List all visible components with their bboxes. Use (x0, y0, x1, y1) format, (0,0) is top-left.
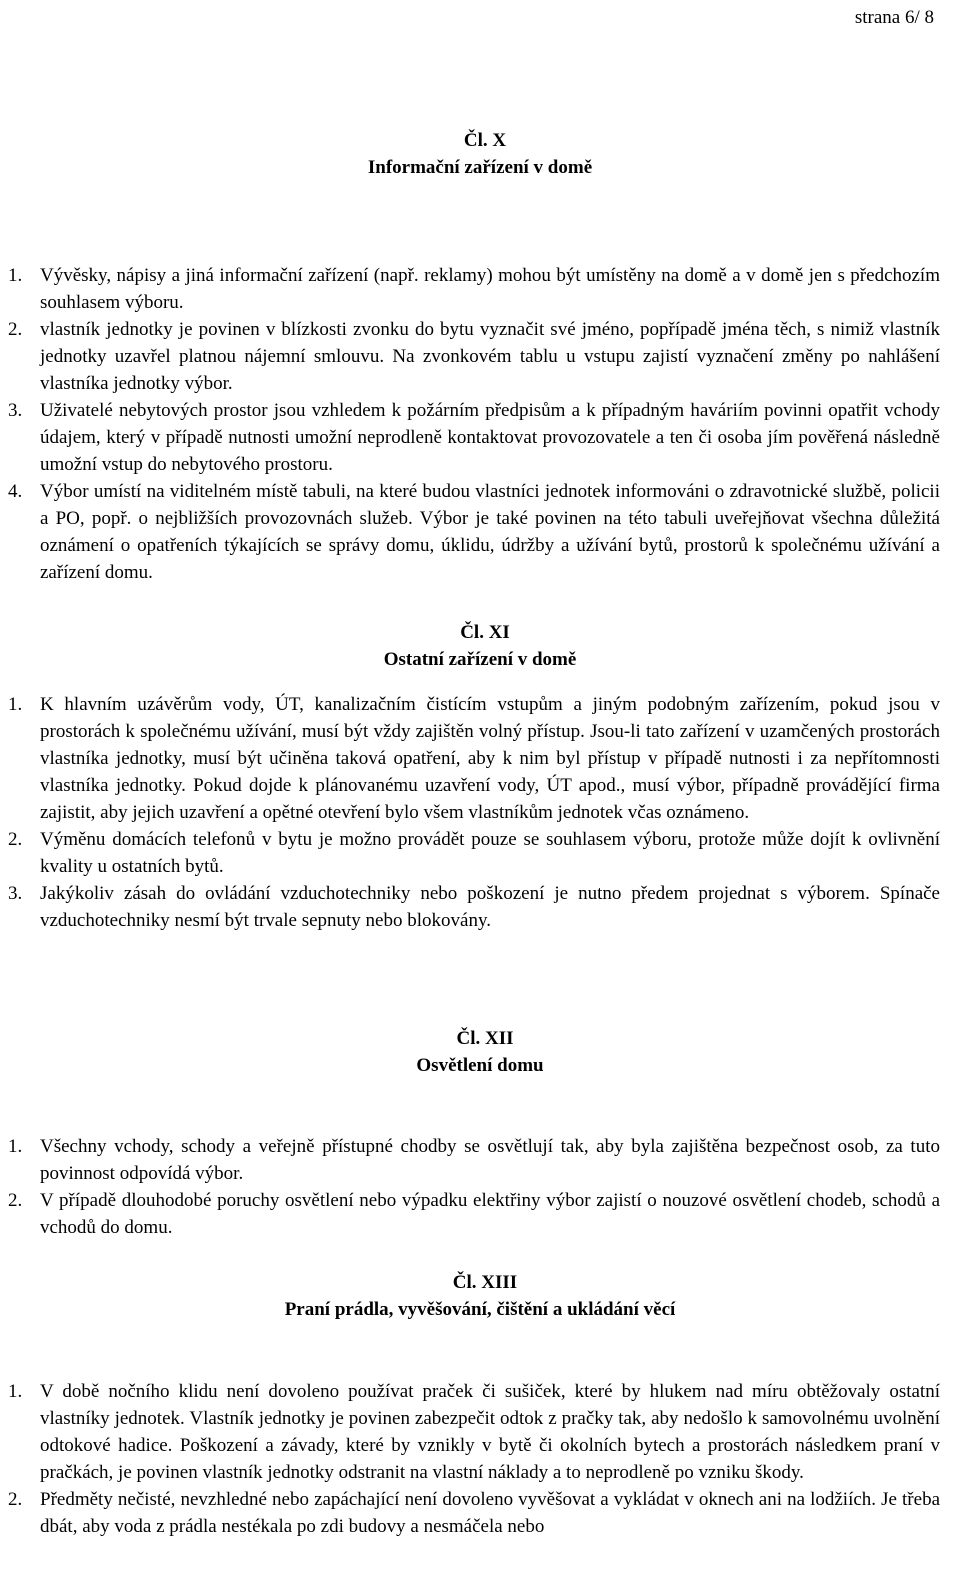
section-cl-xi (0, 619, 960, 934)
item-text: Vývěsky, nápisy a jiná informační zařízení (např. reklamy) mohou být umístěny na domě a v domě jen s předchozím souhlasem výboru. (40, 265, 940, 313)
section-number: Čl. XII (456, 1028, 514, 1049)
section-title: Ostatní zařízení v domě (383, 649, 577, 670)
list-item (8, 1187, 940, 1241)
page-number: strana 6/ 8 (854, 7, 934, 28)
item-number: 1. (8, 1136, 23, 1157)
item-text: Uživatelé nebytových prostor jsou vzhledem k požárním předpisům a k případným haváriím povinni opatřit vchody údajem, který v případě nutnosti umožní neprodleně kontaktovat provozovatele a ten či osoba jím pověřená následně umožní vstup do nebytového prostoru. (40, 400, 940, 475)
item-number: 1. (8, 694, 23, 715)
section-heading (0, 619, 960, 673)
item-number: 3. (8, 400, 23, 421)
section-number: Čl. XIII (452, 1272, 518, 1293)
list-item (8, 880, 940, 934)
item-number: 2. (8, 829, 23, 850)
item-number: 1. (8, 1381, 23, 1402)
section-item-list (0, 1378, 960, 1540)
list-item (8, 262, 940, 316)
section-item-list (0, 1133, 960, 1241)
item-text: Všechny vchody, schody a veřejně přístupné chodby se osvětlují tak, aby byla zajištěna bezpečnost osob, za tuto povinnost odpovídá výbor. (40, 1136, 940, 1184)
item-text: V době nočního klidu není dovoleno používat praček či sušiček, které by hlukem nad míru obtěžovaly ostatní vlastníky jednotek. Vlastník jednotky je povinen zabezpečit odtok z pračky tak, aby nedošlo k samovolnému uvolnění odtokové hadice. Poškození a závady, které by vznikly v bytě či okolních bytech a prostorách následkem praní v pračkách, je povinen vlastník jednotky odstranit na vlastní náklady a to neprodleně po vzniku škody. (40, 1381, 940, 1483)
list-item (8, 1486, 940, 1540)
section-item-list (0, 262, 960, 586)
section-item-list (0, 691, 960, 934)
item-text: K hlavním uzávěrům vody, ÚT, kanalizačním čistícím vstupům a jiným podobným zařízením, pokud jsou v prostorách k společnému užívání, musí být vždy zajištěn volný přístup. Jsou-li tato zařízení v uzamčených prostorách vlastníka jednotky, musí být učiněna taková opatření, aby k nim byl přístup v případě nutnosti i za nepřítomnosti vlastníka jednotky. Pokud dojde k plánovanému uzavření vody, ÚT apod., musí výbor, případně provádějící firma zajistit, aby jejich uzavření a opětné otevření bylo všem vlastníkům jednotek včas oznámeno. (40, 694, 940, 823)
list-item (8, 1378, 940, 1486)
section-title: Osvětlení domu (416, 1055, 544, 1076)
item-text: V případě dlouhodobé poruchy osvětlení nebo výpadku elektřiny výbor zajistí o nouzové osvětlení chodeb, schodů a vchodů do domu. (40, 1190, 940, 1238)
item-number: 1. (8, 265, 23, 286)
section-heading (0, 1269, 960, 1323)
section-title: Informační zařízení v domě (367, 157, 593, 178)
item-number: 4. (8, 481, 23, 502)
item-number: 3. (8, 883, 23, 904)
item-text: Předměty nečisté, nevzhledné nebo zapáchající není dovoleno vyvěšovat a vykládat v oknech ani na lodžiích. Je třeba dbát, aby voda z prádla nestékala po zdi budovy a nesmáčela nebo (40, 1489, 940, 1537)
list-item (8, 316, 940, 397)
item-text: Výbor umístí na viditelném místě tabuli, na které budou vlastníci jednotek informováni o zdravotnické službě, policii a PO, popř. o nejbližších provozovnách služeb. Výbor je také povinen na této tabuli uveřejňovat všechna důležitá oznámení o opatřeních týkajících se správy domu, úklidu, údržby a užívání bytů, prostorů k společnému užívání a zařízení domu. (40, 481, 940, 583)
item-number: 2. (8, 319, 23, 340)
list-item (8, 826, 940, 880)
item-number: 2. (8, 1489, 23, 1510)
section-heading (0, 127, 960, 181)
section-cl-xii (0, 1025, 960, 1241)
section-number: Čl. XI (460, 622, 510, 643)
section-title: Praní prádla, vyvěšování, čištění a ukládání věcí (284, 1299, 676, 1320)
section-cl-xiii (0, 1269, 960, 1540)
item-text: vlastník jednotky je povinen v blízkosti zvonku do bytu vyznačit své jméno, popřípadě jména těch, s nimiž vlastník jednotky uzavřel platnou nájemní smlouvu. Na zvonkovém tablu u vstupu zajistí vyznačení změny po nahlášení vlastníka jednotky výbor. (40, 319, 940, 394)
list-item (8, 478, 940, 586)
list-item (8, 1133, 940, 1187)
item-number: 2. (8, 1190, 23, 1211)
item-text: Výměnu domácích telefonů v bytu je možno provádět pouze se souhlasem výboru, protože může dojít k ovlivnění kvality u ostatních bytů. (40, 829, 940, 877)
section-number: Čl. X (463, 130, 507, 151)
list-item (8, 691, 940, 826)
section-heading (0, 1025, 960, 1079)
list-item (8, 397, 940, 478)
item-text: Jakýkoliv zásah do ovládání vzduchotechniky nebo poškození je nutno předem projednat s výborem. Spínače vzduchotechniky nesmí být trvale sepnuty nebo blokovány. (40, 883, 940, 931)
section-cl-x (0, 127, 960, 586)
